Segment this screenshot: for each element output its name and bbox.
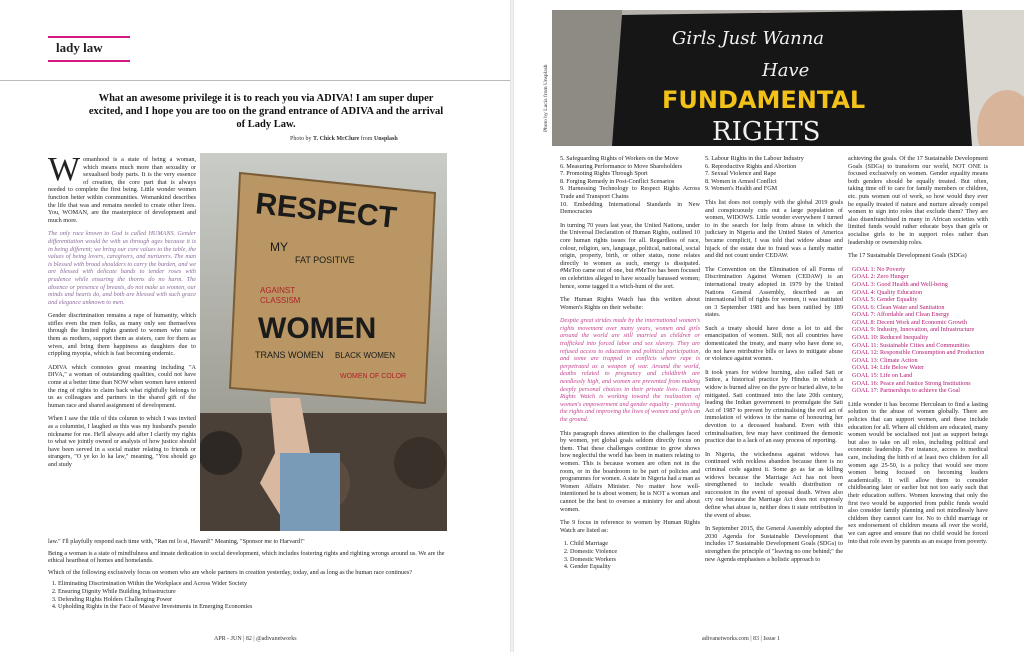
sdg-item: GOAL 9: Industry, Innovation, and Infrastructure <box>852 326 975 334</box>
paragraph: Which of the following exclusively focus on women who are whole partners in creation yesterday, today, and as long as the human race continues? <box>48 568 412 576</box>
sign-word-classism: CLASSISM <box>260 296 301 305</box>
paragraph: The 9 focus in reference to women by Human Rights Watch are listed as: <box>560 519 700 534</box>
sdg-item: GOAL 10: Reduced Inequality <box>852 334 929 342</box>
hrw-focus-list-continued <box>705 155 843 193</box>
hrw-quote: Despite great strides made by the international women's rights movement over many years, women and girls around the world are still married as children or trafficked into forced labor and sex slavery. They are refused access to education and political participation, and some are trapped in conflicts where rape is perpetrated as a weapon of war. Around the world, deaths related to pregnancy and childbirth are needlessly high, and women are prevented from making deeply personal choices in their private lives. Human Rights Watch is working toward the realization of women's empowerment and gender equality - protecting the rights and improving the lives of women and girls on the ground. <box>560 317 701 423</box>
paragraph: The Human Rights Watch has this written about Women's Rights on their website: <box>560 296 700 311</box>
standfirst: What an awesome privilege it is to reach you via ADIVA! I am super duper excited, and I hope you are too on the grand entrance of ADIVA and the arrival of Lady Law. <box>88 93 444 130</box>
sdg-item: GOAL 2: Zero Hunger <box>852 273 909 281</box>
issues-list <box>48 580 448 610</box>
list-item: 2. Ensuring Dignity While Building Infrastructure <box>58 588 448 596</box>
paragraph: This paragraph draws attention to the challenges faced by women, yet global goals seldom directly focus on them. That these challenges continue to grow shows how neglectful the world has been in matters relating to women. This is because women are often not in the room, or in the boardroom to be part of policies and programmes for women. A state in Nigeria had a man as Women Affairs Minister. No matter how well-intentioned he is about women; he is NOT a woman and cannot be the best to oversee a ministry for and about women. <box>560 429 700 513</box>
sign-word-women-of-color: WOMEN OF COLOR <box>340 373 407 380</box>
paragraph: The Convention on the Elimination of all Forms of Discrimination Against Women (CEDAW) is an international treaty adopted in 1979 by the United Nations General Assembly, described as an international bill of rights for women, it was instituted on 3 September 1981 and has been ratified by 189 states. <box>705 265 843 319</box>
sign-line-3: FUNDAMENTAL <box>662 86 866 114</box>
sign-word-against: AGAINST <box>260 286 296 295</box>
right-column-3 <box>848 155 988 551</box>
right-column-2 <box>705 155 843 569</box>
page-footer-right: adivanetworks.com | 83 | Issue 1 <box>702 636 781 642</box>
photo-credit-prefix: Photo by <box>290 136 314 142</box>
sign-word-respect: RESPECT <box>253 187 399 235</box>
sdg-item: GOAL 15: Life on Land <box>852 372 913 380</box>
sdg-item: GOAL 6: Clean Water and Sanitation <box>852 303 945 311</box>
list-item: 1. Child Marriage <box>570 540 700 548</box>
paragraph: achieving the goals. Of the 17 Sustainable Development Goals (SDGs) to transform our world, NOT ONE is focused exclusively on women. Gender equality means both genders should be equally treated. But often, taking time off to care for family members or children, etc. puts women out of work, so how would they ever be equally treated if nature and nurture already compel women to sign into roles that exclude them? They are also disenfranchised in many in African societies with limited funds would rather educate boys than girls or socialise girls to be in support roles rather than leadership or ownership roles. <box>848 155 988 246</box>
pull-quote: The only race known to God is called HUMANS. Gender differentiation would be with us through ages because it is in being different; we bring our core values to the table, the values of being lovers, caregivers, and nurturers. The man is blessed with broad shoulders to carry the burden, and we are blessed with delicate hands to tender roses with prudence while ensuring the thorns do no harm. The absence or presence of breasts, do not make us women, our minds and hearts do, and both are blessed with such grace and elegance unknown to men. <box>48 230 196 306</box>
list-item: 6. Reproductive Rights and Abortion <box>705 162 797 170</box>
right-column-1 <box>560 155 700 577</box>
sdg-item: GOAL 12: Responsible Consumption and Production <box>852 349 985 357</box>
list-item: 2. Domestic Violence <box>570 548 700 556</box>
photo-credit <box>290 136 398 142</box>
dropcap: W <box>48 151 81 188</box>
sign-word-fat-positive: FAT POSITIVE <box>295 255 355 265</box>
section-bar-bottom <box>48 60 130 62</box>
photo-credit-source: Unsplash <box>373 136 398 142</box>
list-item: 6. Measuring Performance to Move Shareholders <box>560 162 682 170</box>
sdg-item: GOAL 17: Partnerships to achieve the Goal <box>852 387 961 395</box>
section-title: lady law <box>56 40 103 55</box>
sdg-list <box>848 266 988 395</box>
intro-text: omanhood is a state of being a woman, which means much more than sexuality or sexualised body parts. It is the very essence of creation, the core part that is always needed to complete the first being. Little wonder women function better within communities. Womankind describes the life that was and remains needed to create other lives. You, WOMAN, are the masterpiece of development and much more. <box>48 156 196 224</box>
fundamental-rights-sign-image <box>552 10 1024 146</box>
list-item: 7. Sexual Violence and Rape <box>705 170 777 178</box>
sign-word-my: MY <box>270 240 288 254</box>
paragraph: In September 2015, the General Assembly adopted the 2030 Agenda for Sustainable Development that includes 17 Sustainable Development Goals (SDGs) to strengthen the principle of "leaving no one behind;" the new Agenda emphasises a holistic approach to <box>705 525 843 563</box>
list-item: 5. Labour Rights in the Labour Industry <box>705 155 804 162</box>
paragraph: Such a treaty should have done a lot to aid the emancipation of women. Still, not all countries have domesticated the treaty, and many who have done so, do not have retributive bills or laws to mitigate abuse or violence against women. <box>705 324 843 363</box>
paragraph: Gender discrimination remains a rape of humanity, which stifles even the men folks, as many only see themselves through the limited rights granted to women who raise them as mothers, support them as sisters, care for them as wives, and bring them happiness as daughters due to crippling myopia, which is fast becoming endemic. <box>48 312 196 358</box>
paragraph: It took years for widow burning, also called Sati or Suttee, a historical practice by Hindus in which a widow is burned alive on the pyre or buried alive, to be mitigated. Sati continued into the late 20th century, leading the Indian government to promulgate the Sati Act of 1987 to prevent by criminalising the evil act of immolation of widows in the name of honouring her devotion to a deceased husband. Even with this criminalisation, few may have continued the demonic practice due to a lack of an easy process of reporting. <box>705 368 843 445</box>
list-item: 1. Eliminating Discrimination Within the Workplace and Across Wider Society <box>58 580 448 588</box>
paragraph: Little wonder it has become Herculean to find a lasting solution to the abuse of women globally. There are policies that can support women, and these include education for all. Where all children are educated, many women would be socialised not just as support beings but also to take on all roles, including political and economic leadership. For instance, access to medical care, including the birth of at least two children for all women age 25-50, is a policy that would see more women being focused on becoming leaders academically. It will allow them to consider childbearing later or earlier but not too early such that their education suffers. Women knowing that only the first two would be supported from public funds would also consider family planning and not mindlessly have children they cannot care for. No to child marriage or sex endorsement of children means all over the world, we can agree and ensure that no child would be forced into that role even by parents as an escape from poverty. <box>848 400 988 545</box>
list-item: 4. Upholding Rights in the Face of Massive Investments in Emerging Economies <box>58 603 448 611</box>
protest-sign-image <box>200 153 447 531</box>
page-footer-left: APR - JUN | 82 | @adivanetworks <box>214 636 297 642</box>
list-item: 9. Harnessing Technology to Respect Rights Across Trade and Transport Chains <box>560 185 700 200</box>
sign-word-women: WOMEN <box>258 312 377 345</box>
sdg-item: GOAL 14: Life Below Water <box>852 364 925 372</box>
sign-word-black-women: BLACK WOMEN <box>335 351 396 360</box>
paragraph: Being a woman is a state of mindfulness and innate dedication to social development, which includes fostering rights and righting wrongs around us. We are the ethical heartbeat of homes and homelands. <box>48 549 445 565</box>
sign-word-trans-women: TRANS WOMEN <box>255 350 324 360</box>
sdg-item: GOAL 16: Peace and Justice Strong Institutions <box>852 379 971 387</box>
list-item: 5. Safeguarding Rights of Workers on the Move <box>560 155 679 162</box>
sign-line-4: RIGHTS <box>712 117 821 146</box>
hero-photo <box>200 153 447 531</box>
list-item: 3. Defending Rights Holders Challenging Power <box>58 596 448 604</box>
list-item: 8. Women in Armed Conflict <box>705 177 777 185</box>
sdg-item: GOAL 13: Climate Action <box>852 356 918 364</box>
list-item: 8. Forging Remedy in Post-Conflict Scenarios <box>560 177 675 185</box>
sdg-heading: The 17 Sustainable Development Goals (SDGs) <box>848 252 967 260</box>
sdg-item: GOAL 1: No Poverty <box>852 265 906 273</box>
sdg-item: GOAL 7: Affordable and Clean Energy <box>852 311 950 319</box>
left-column <box>48 151 196 475</box>
paragraph: In Nigeria, the wickedness against widows has continued with reckless abandon because there is no criminal code against it. Some go as far as killing widows because the Marriage Act has not been strengthened to include wealth distribution or succession in the event of spousal death. Wives also cry out because the Marriage Act does not expressly define what abuse is, neither does it state retribution in the event of abuse. <box>705 450 843 519</box>
sdg-item: GOAL 3: Good Health and Well-being <box>852 280 948 288</box>
divider <box>0 80 512 81</box>
paragraph: This list does not comply with the global 2019 goals and conspicuously cuts out a large population of women, WIDOWS. Little wonder everywhere I turned to in the search for help from abuse in which the judiciary in Nigeria and the United States of America became complicit, I was told that widow abuse and hijack of the estate due to fraud was a family matter and did not count under CEDAW. <box>705 198 843 260</box>
section-bar-top <box>48 36 130 38</box>
photo-credit-name: T. Chick McClure <box>313 136 360 142</box>
paragraph: law." I'll playfully respond each time with, "Ran mi lo si, Havard!" Meaning, "Sponsor me to Harvard!" <box>48 538 305 545</box>
list-item: 9. Women's Health and FGM <box>705 185 778 193</box>
intro-paragraph <box>48 151 196 224</box>
paragraph: When I saw the title of this column to which I was invited as a columnist, I laughed as this was my husband's pseudo nickname for me. He'll always add after I clarify my rights to what we jointly owned or analysis of how justice should have been served in a social matter relating to friends or strangers, "O ye ko lo ka law," meaning, "You should go and study <box>48 415 196 468</box>
sdg-item: GOAL 4: Quality Education <box>852 288 923 296</box>
rights-list-continued <box>560 155 700 216</box>
photo-credit-vertical: Photo by Lucia from Unsplash <box>543 64 549 132</box>
right-page <box>512 0 1024 652</box>
sign-line-2: Have <box>762 60 810 81</box>
list-item: 3. Domestic Workers <box>570 556 700 564</box>
header-photo <box>552 10 1024 146</box>
full-width-text <box>48 538 448 611</box>
sign-line-1: Girls Just Wanna <box>672 28 825 49</box>
paragraph: ADIVA which connotes great meaning including "A DIVA," a woman of outstanding qualities, could not have come at a better time than NOW when women have entered the ring of rights to claim back what rightfully belongs to us as colleagues and partners in the shared gift of the human race and shared assignment of development. <box>48 363 196 409</box>
photo-credit-suffix: from <box>359 136 374 142</box>
hrw-focus-list <box>560 540 700 570</box>
list-item: 7. Promoting Rights Through Sport <box>560 170 648 178</box>
sdg-item: GOAL 5: Gender Equality <box>852 296 918 304</box>
sdg-item: GOAL 8: Decent Work and Economic Growth <box>852 318 967 326</box>
list-item: 4. Gender Equality <box>570 563 700 571</box>
sdg-item: GOAL 11: Sustainable Cities and Communities <box>852 341 970 349</box>
list-item: 10. Embedding International Standards in New Democracies <box>560 200 700 216</box>
paragraph: In turning 70 years last year, the United Nations, under the Universal Declaration of Human Rights, outlined 10 core human rights issues for all. Regardless of race, colour, religion, sex, language, political, national, social origin, property, birth, or other status, none relates directly to women as such, energy is dissipated. #MeToo came out of one, but #MeToo has been focused on celebrities alleged to have sexually harassed women; hence, some tagged it a witch-hunt of the sort. <box>560 221 700 290</box>
